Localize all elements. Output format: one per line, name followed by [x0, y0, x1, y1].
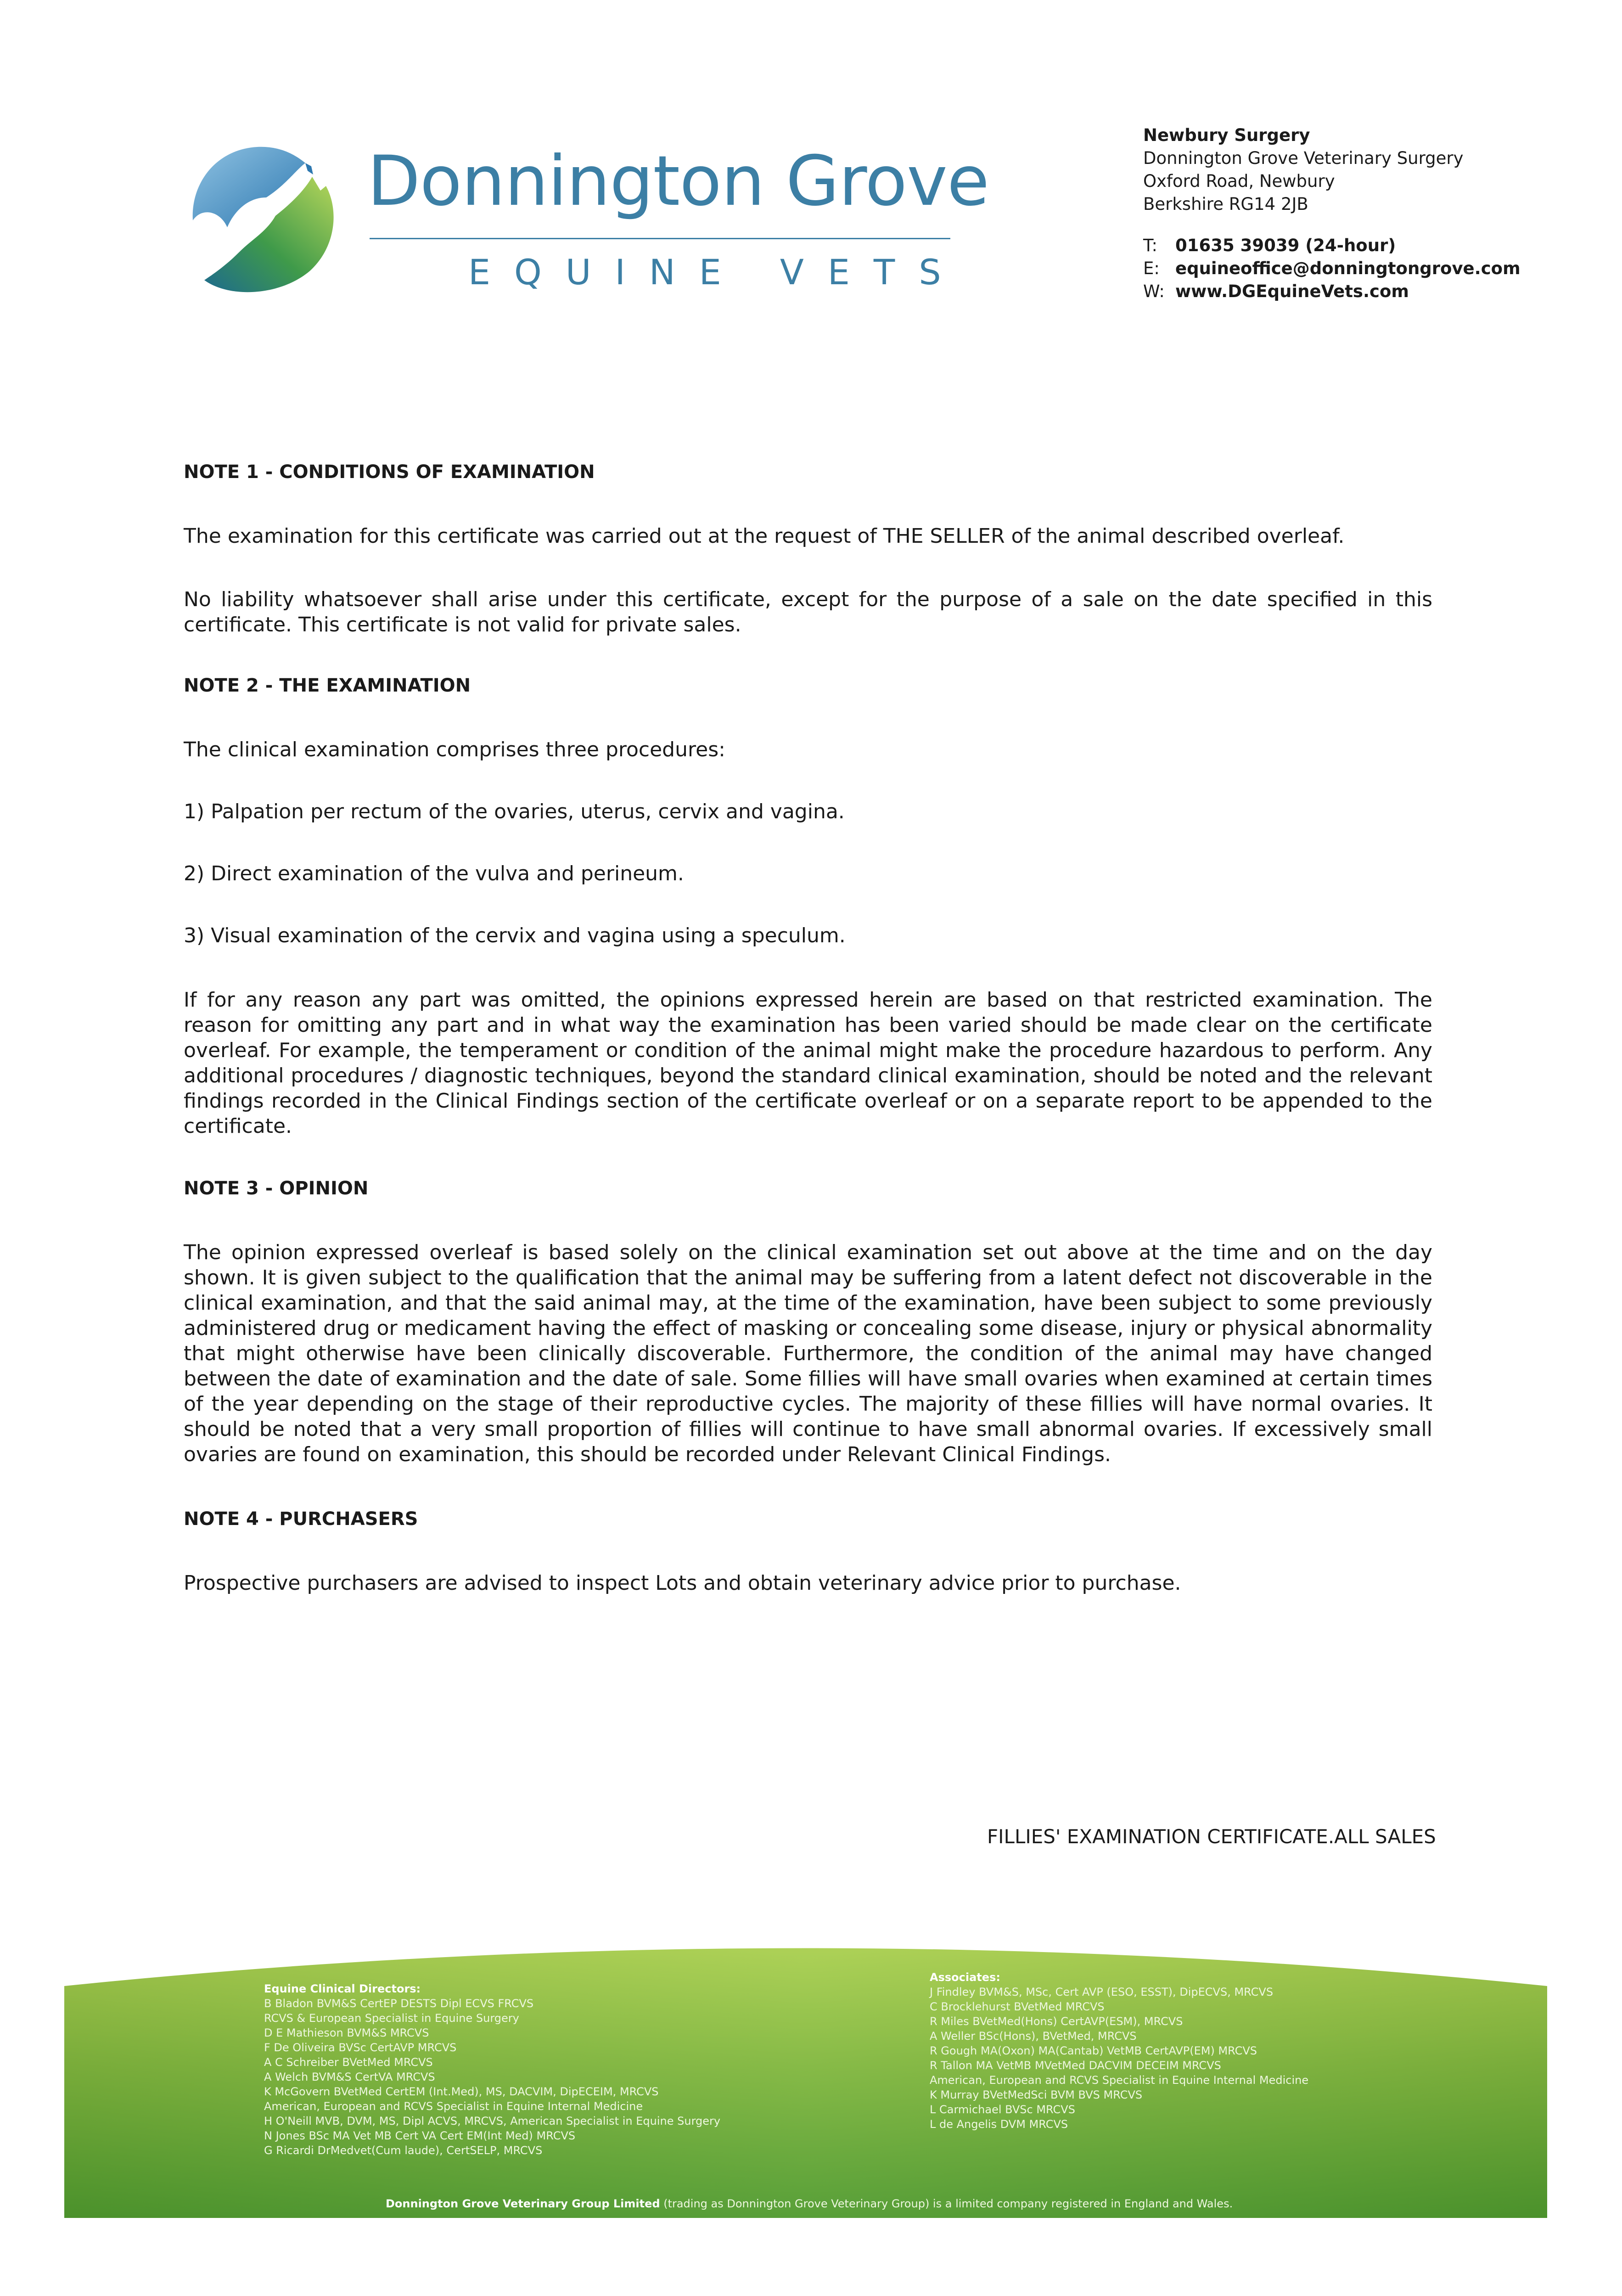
note2-item-3: 3) Visual examination of the cervix and vagina using a speculum. — [184, 924, 846, 947]
note2-item-1: 1) Palpation per rectum of the ovaries, uterus, cervix and vagina. — [184, 800, 845, 823]
director-line: A C Schreiber BVetMed MRCVS — [264, 2056, 433, 2069]
associate-line: A Weller BSc(Hons), BVetMed, MRCVS — [930, 2030, 1137, 2043]
directors-title: Equine Clinical Directors: — [264, 1982, 421, 1995]
note3-heading: NOTE 3 - OPINION — [184, 1178, 369, 1199]
brand-name: Donnington Grove — [367, 141, 989, 221]
note2-item-2: 2) Direct examination of the vulva and perineum. — [184, 862, 684, 885]
note4-heading: NOTE 4 - PURCHASERS — [184, 1508, 418, 1530]
note2-heading: NOTE 2 - THE EXAMINATION — [184, 675, 471, 696]
address-line: Oxford Road, Newbury — [1143, 171, 1335, 191]
associate-line: C Brocklehurst BVetMed MRCVS — [930, 2000, 1105, 2013]
director-line: F De Oliveira BVSc CertAVP MRCVS — [264, 2041, 457, 2054]
note1-paragraph-1: The examination for this certificate was carried out at the request of THE SELLER of the animal described overleaf. — [184, 524, 1345, 548]
address-line: Berkshire RG14 2JB — [1143, 194, 1308, 214]
brand-subtitle: EQUINE VETS — [468, 252, 965, 293]
note4-paragraph-1: Prospective purchasers are advised to inspect Lots and obtain veterinary advice prior to purchase. — [184, 1571, 1181, 1595]
directors-list — [264, 1981, 720, 2158]
web-key: W: — [1143, 281, 1165, 301]
associates-list — [930, 1970, 1308, 2132]
note2-intro: The clinical examination comprises three procedures: — [184, 738, 725, 761]
company-name: Donnington Grove Veterinary Group Limited — [386, 2197, 660, 2210]
website-link[interactable]: www.DGEquineVets.com — [1175, 281, 1409, 301]
associate-line: K Murray BVetMedSci BVM BVS MRCVS — [930, 2088, 1143, 2101]
associate-line: R Gough MA(Oxon) MA(Cantab) VetMB CertAVP(EM) MRCVS — [930, 2044, 1257, 2057]
certificate-title: FILLIES' EXAMINATION CERTIFICATE.ALL SALES — [987, 1825, 1436, 1848]
note1-heading: NOTE 1 - CONDITIONS OF EXAMINATION — [184, 461, 595, 483]
associate-line: American, European and RCVS Specialist in Equine Internal Medicine — [930, 2074, 1309, 2087]
note2-paragraph-2: If for any reason any part was omitted, the opinions expressed herein are based on that restricted examination. The reason for omitting any part and in what way the examination has been varied should be made clear on the certificate overleaf. For example, the temperament or condition of the animal might make the procedure hazardous to perform. Any additional procedures / diagnostic techniques, beyond the standard clinical examination, should be noted and the relevant findings recorded in the Clinical Findings section of the certificate overleaf or on a separate report to be appended to the certificate. — [184, 988, 1432, 1138]
address-line: Donnington Grove Veterinary Surgery — [1143, 148, 1464, 168]
brand-divider — [370, 238, 950, 239]
director-line: H O'Neill MVB, DVM, MS, Dipl ACVS, MRCVS, American Specialist in Equine Surgery — [264, 2115, 721, 2127]
director-line: K McGovern BVetMed CertEM (Int.Med), MS, DACVIM, DipECEIM, MRCVS — [264, 2085, 659, 2098]
horse-head-logo-icon — [188, 142, 340, 298]
phone-number[interactable]: 01635 39039 (24-hour) — [1175, 236, 1396, 255]
associate-line: L de Angelis DVM MRCVS — [930, 2118, 1068, 2131]
contact-block — [1143, 124, 1521, 303]
phone-row — [1143, 234, 1521, 257]
associate-line: L Carmichael BVSc MRCVS — [930, 2103, 1075, 2116]
director-line: D E Mathieson BVM&S MRCVS — [264, 2026, 429, 2039]
associate-line: R Miles BVetMed(Hons) CertAVP(ESM), MRCVS — [930, 2015, 1183, 2028]
company-registration: (trading as Donnington Grove Veterinary Group) is a limited company registered in England and Wales. — [660, 2197, 1233, 2210]
note1-paragraph-2: No liability whatsoever shall arise under this certificate, except for the purpose of a sale on the date specified in this certificate. This certificate is not valid for private sales. — [184, 588, 1432, 636]
associates-title: Associates: — [930, 1971, 1000, 1984]
surgery-name: Newbury Surgery — [1143, 125, 1310, 145]
associate-line: R Tallon MA VetMB MVetMed DACVIM DECEIM MRCVS — [930, 2059, 1221, 2072]
email-link[interactable]: equineoffice@donningtongrove.com — [1175, 259, 1521, 278]
director-line: B Bladon BVM&S CertEP DESTS Dipl ECVS FRCVS — [264, 1997, 534, 2010]
associate-line: J Findley BVM&S, MSc, Cert AVP (ESO, ESST), DipECVS, MRCVS — [930, 1986, 1274, 1998]
director-line: N Jones BSc MA Vet MB Cert VA Cert EM(Int Med) MRCVS — [264, 2129, 576, 2142]
web-row — [1143, 280, 1521, 303]
company-legal-line — [386, 2197, 1233, 2210]
note3-paragraph-1: The opinion expressed overleaf is based solely on the clinical examination set out above at the time and on the day shown. It is given subject to the qualification that the animal may be suffering from a latent defect not discoverable in the clinical examination, and that the said animal may, at the time of the examination, have been subject to some previously administered drug or medicament having the effect of masking or concealing some disease, injury or physical abnormality that might otherwise have been clinically discoverable. Furthermore, the condition of the animal may have changed between the date of examination and the date of sale. Some fillies will have small ovaries when examined at certain times of the year depending on the stage of their reproductive cycles. The majority of these fillies will have normal ovaries. It should be noted that a very small proportion of fillies will continue to have small abnormal ovaries. If excessively small ovaries are found on examination, this should be recorded under Relevant Clinical Findings. — [184, 1241, 1432, 1466]
email-key: E: — [1143, 259, 1160, 278]
phone-key: T: — [1143, 236, 1158, 255]
director-line: A Welch BVM&S CertVA MRCVS — [264, 2071, 435, 2083]
director-line: RCVS & European Specialist in Equine Surgery — [264, 2012, 519, 2025]
email-row — [1143, 257, 1521, 280]
director-line: American, European and RCVS Specialist in Equine Internal Medicine — [264, 2100, 643, 2113]
director-line: G Ricardi DrMedvet(Cum laude), CertSELP, MRCVS — [264, 2144, 543, 2157]
